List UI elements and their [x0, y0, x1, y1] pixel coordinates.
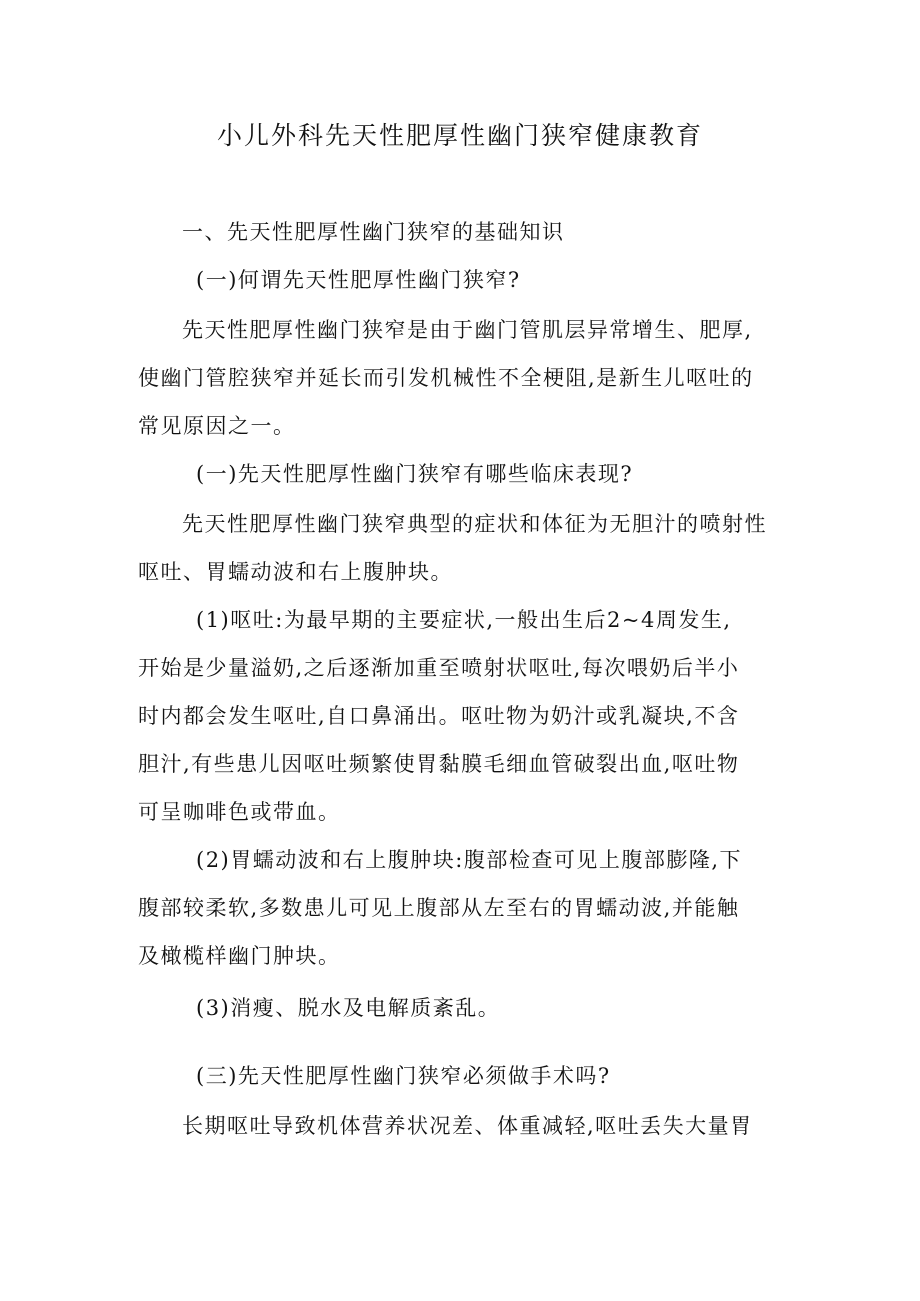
paragraph-line: 腹部较柔软,多数患儿可见上腹部从左至右的胃蠕动波,并能触 — [138, 896, 740, 920]
paragraph-line: 呕吐、胃蠕动波和右上腹肿块。 — [138, 560, 453, 584]
paragraph-line: 时内都会发生呕吐,自口鼻涌出。呕吐物为奶汁或乳凝块,不含 — [138, 704, 740, 728]
list-item-2: (2)胃蠕动波和右上腹肿块:腹部检查可见上腹部膨隆,下 — [196, 848, 742, 872]
list-item-3: (3)消瘦、脱水及电解质紊乱。 — [196, 996, 501, 1020]
paragraph-line: 常见原因之一。 — [138, 414, 296, 438]
paragraph-line: 可呈咖啡色或带血。 — [138, 800, 341, 824]
paragraph-line: 先天性肥厚性幽门狭窄是由于幽门管肌层异常增生、肥厚, — [182, 318, 753, 342]
question-heading-1: (一)何谓先天性肥厚性幽门狭窄? — [196, 268, 521, 292]
paragraph-line: 及橄榄样幽门肿块。 — [138, 944, 341, 968]
paragraph-line: 胆汁,有些患儿因呕吐频繁使胃黏膜毛细血管破裂出血,呕吐物 — [138, 752, 740, 776]
list-item-1: (1)呕吐:为最早期的主要症状,一般出生后2~4周发生, — [196, 608, 732, 632]
paragraph-line: 开始是少量溢奶,之后逐渐加重至喷射状呕吐,每次喂奶后半小 — [138, 656, 740, 680]
paragraph-line: 先天性肥厚性幽门狭窄典型的症状和体征为无胆汁的喷射性 — [182, 512, 767, 536]
document-title: 小儿外科先天性肥厚性幽门狭窄健康教育 — [216, 121, 703, 150]
paragraph-line: 长期呕吐导致机体营养状况差、体重减轻,呕吐丢失大量胃 — [182, 1114, 753, 1138]
section-heading: 一、先天性肥厚性幽门狭窄的基础知识 — [182, 220, 565, 244]
paragraph-line: 使幽门管腔狭窄并延长而引发机械性不全梗阻,是新生儿呕吐的 — [138, 366, 754, 390]
question-heading-3: (三)先天性肥厚性幽门狭窄必须做手术吗? — [196, 1064, 611, 1088]
question-heading-2: (一)先天性肥厚性幽门狭窄有哪些临床表现? — [196, 462, 634, 486]
